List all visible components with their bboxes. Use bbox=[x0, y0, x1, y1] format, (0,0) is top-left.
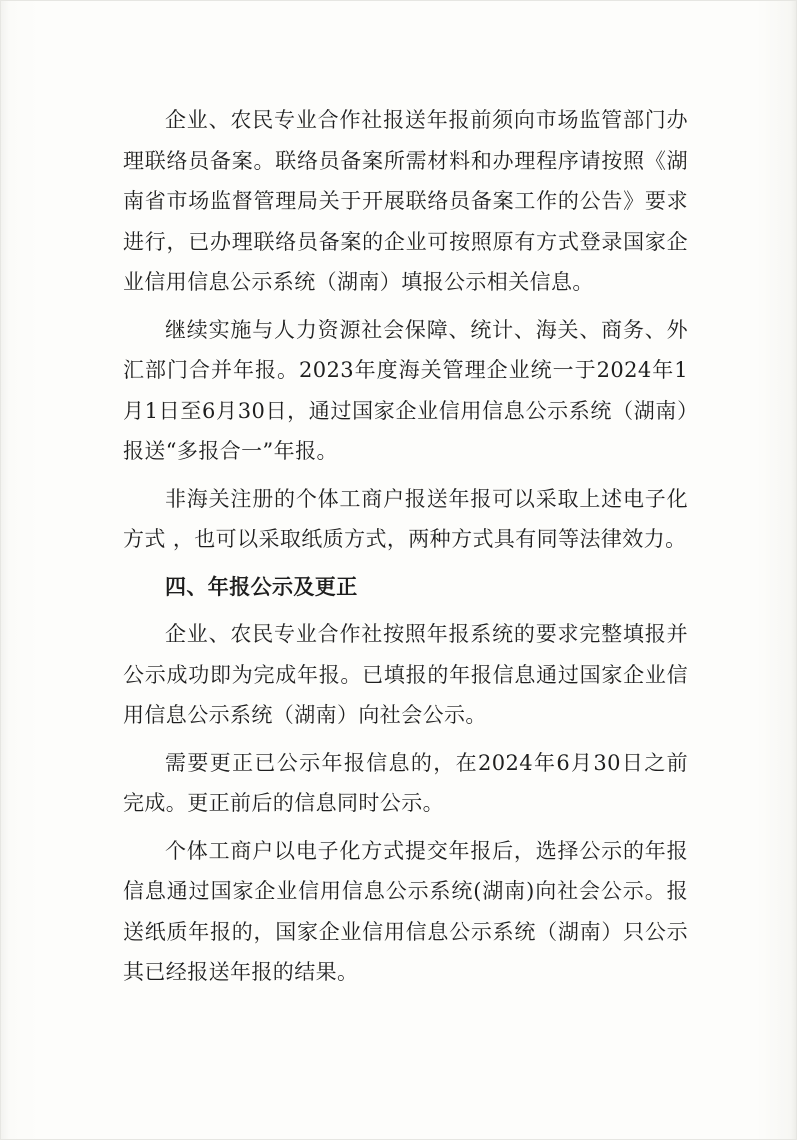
paragraph-combined-report: 继续实施与人力资源社会保障、统计、海关、商务、外汇部门合并年报。2023年度海关管理企业统一于2024年1月1日至6月30日，通过国家企业信用信息公示系统（湖南）报送“多报合一”年报。 bbox=[123, 317, 688, 463]
paragraph-individual-business: 个体工商户以电子化方式提交年报后，选择公示的年报信息通过国家企业信用信息公示系统(湖南)向社会公示。报送纸质年报的，国家企业信用信息公示系统（湖南）只公示其已经报送年报的结果。 bbox=[123, 838, 688, 984]
section-heading: 四、年报公示及更正 bbox=[165, 574, 358, 599]
paragraph-paper-option: 非海关注册的个体工商户报送年报可以采取上述电子化方式 ，也可以采取纸质方式，两种方式具有同等法律效力。 bbox=[123, 486, 688, 551]
paragraph-correction-deadline: 需要更正已公示年报信息的，在2024年6月30日之前完成。更正前后的信息同时公示。 bbox=[123, 750, 688, 815]
paragraph-publication: 企业、农民专业合作社按照年报系统的要求完整填报并公示成功即为完成年报。已填报的年报信息通过国家企业信用信息公示系统（湖南）向社会公示。 bbox=[123, 622, 688, 727]
document-body bbox=[123, 100, 688, 993]
paragraph-liaison-filing: 企业、农民专业合作社报送年报前须向市场监管部门办理联络员备案。联络员备案所需材料和办理程序请按照《湖南省市场监督管理局关于开展联络员备案工作的公告》要求进行，已办理联络员备案的企业可按照原有方式登录国家企业信用信息公示系统（湖南）填报公示相关信息。 bbox=[123, 108, 688, 294]
